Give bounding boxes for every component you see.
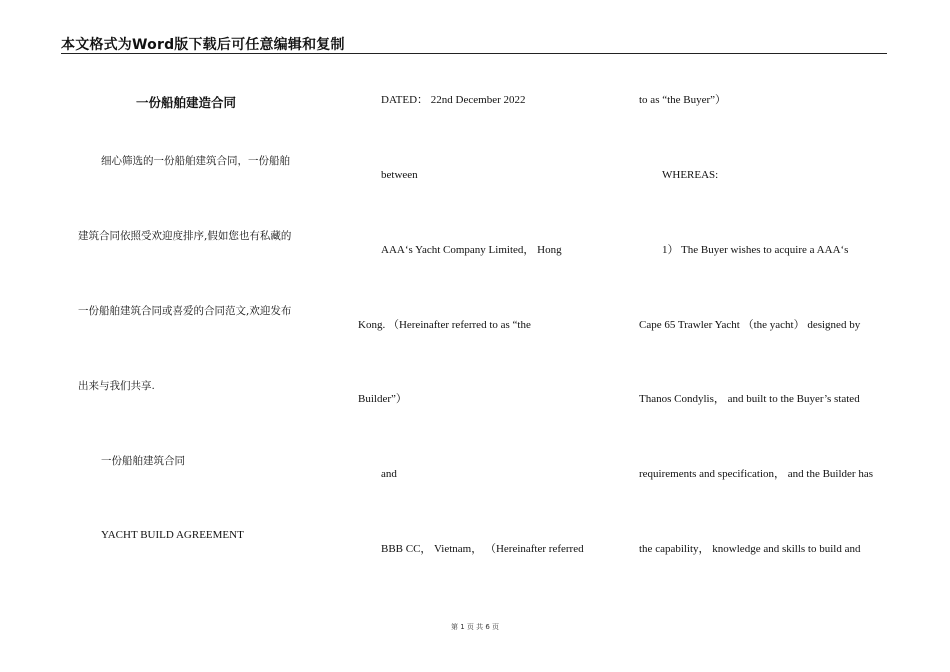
paragraph-line: 建筑合同依照受欢迎度排序,假如您也有私藏的 [78,230,292,242]
paragraph-line: Builder”） [358,393,407,405]
paragraph-line: 出来与我们共享. [78,380,155,392]
page-number: 第 1 页 共 6 页 [450,623,500,631]
paragraph-line: WHEREAS: [662,169,719,181]
paragraph-line: requirements and specification， and the Builder has [639,468,873,480]
document-title: 一份船舶建造合同 [136,95,237,110]
paragraph-line: AAA‘s Yacht Company Limited， Hong [381,244,562,256]
paragraph-line: between [381,169,418,181]
paragraph-line: 一份船舶建筑合同或喜爱的合同范文,欢迎发布 [78,305,292,317]
paragraph-line: Cape 65 Trawler Yacht （the yacht） designed by [639,319,861,331]
paragraph-line: and [381,468,397,480]
paragraph-line: BBB CC， Vietnam， （Hereinafter referred [381,543,584,555]
page-header-title: 本文格式为Word版下载后可任意编辑和复制 [61,37,345,53]
header-divider [61,53,887,54]
paragraph-line: Thanos Condylis， and built to the Buyer’s stated [639,393,860,405]
paragraph-line: 细心筛选的一份船舶建筑合同，一份船舶 [101,155,290,167]
paragraph-line: DATED： 22nd December 2022 [381,94,526,106]
paragraph-line: YACHT BUILD AGREEMENT [101,529,244,541]
paragraph-line: to as “the Buyer”） [639,94,727,106]
paragraph-line: 一份船舶建筑合同 [101,455,185,467]
paragraph-line: Kong. （Hereinafter referred to as “the [358,319,531,331]
paragraph-line: the capability， knowledge and skills to build and [639,543,861,555]
paragraph-line: 1） The Buyer wishes to acquire a AAA‘s [662,244,849,256]
